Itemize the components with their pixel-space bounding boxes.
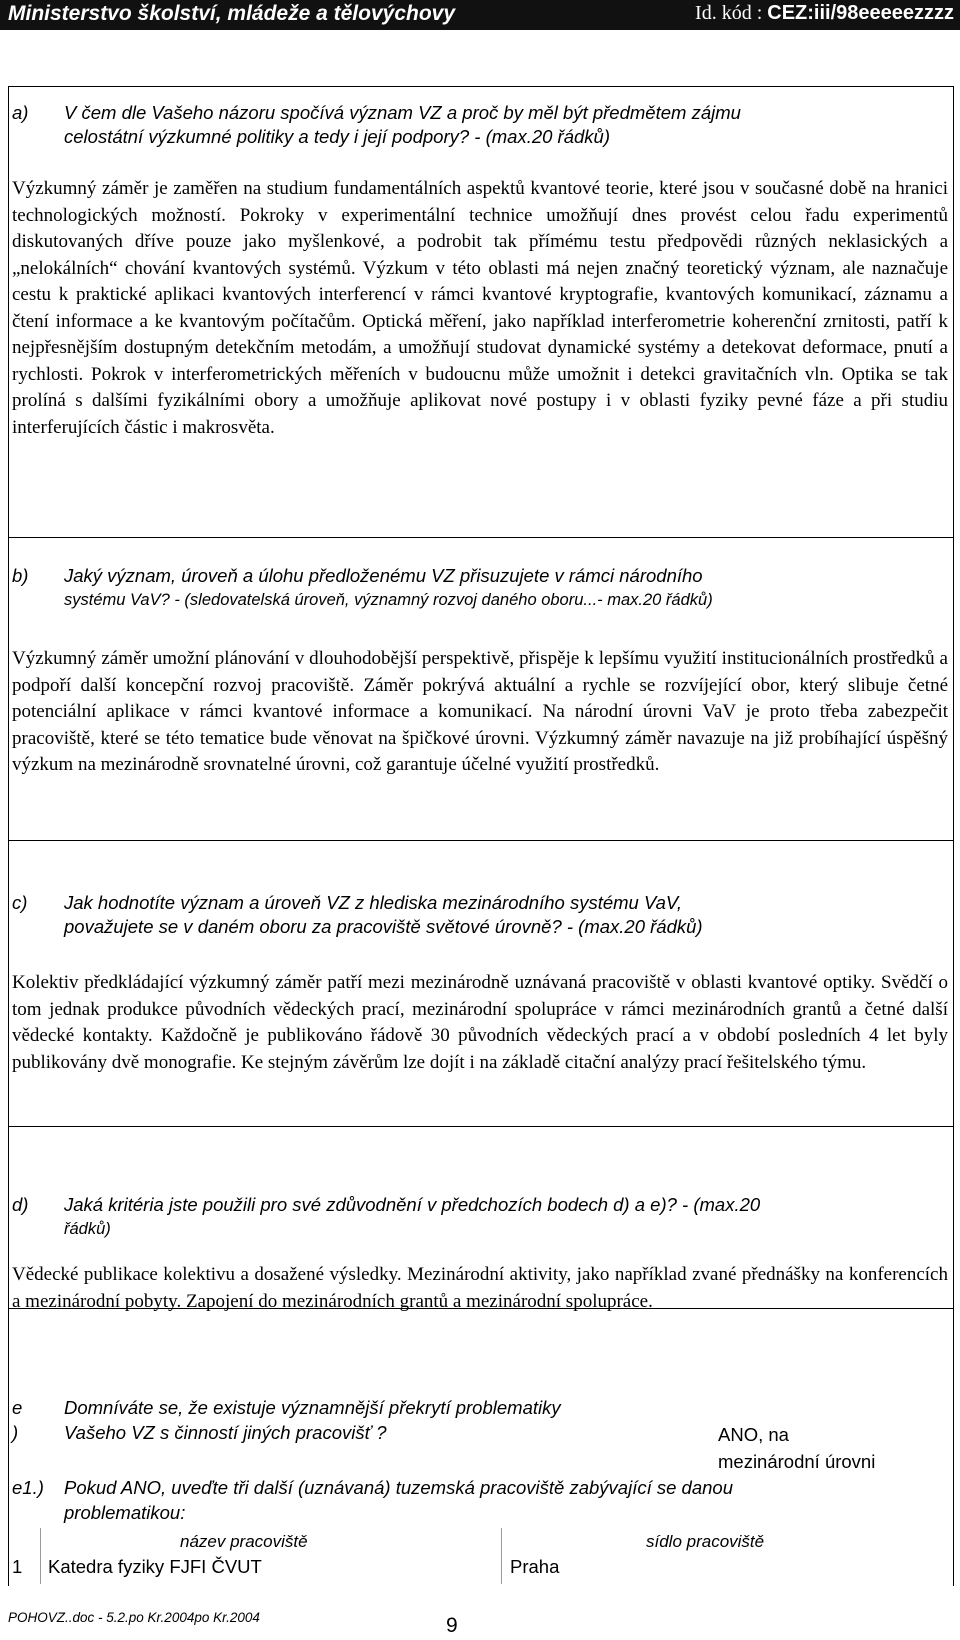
divider-c-d — [8, 1126, 954, 1127]
id-code-label: Id. kód : — [695, 2, 768, 24]
answer-e-2: mezinárodní úrovni — [718, 1451, 876, 1472]
question-e-label-2: ) — [12, 1422, 19, 1443]
ministry-title: Ministerstvo školství, mládeže a tělovýchovy — [8, 2, 456, 25]
question-d — [12, 1193, 937, 1241]
question-e-label-1: e — [12, 1397, 23, 1418]
divider-b-c — [8, 840, 954, 841]
table-row-1-name: Katedra fyziky FJFI ČVUT — [48, 1556, 262, 1577]
divider-top — [8, 86, 954, 87]
divider-a-b — [8, 537, 954, 538]
question-c-label: c) — [12, 892, 28, 913]
question-e1-line2: problematikou: — [64, 1502, 186, 1523]
question-a — [12, 101, 937, 149]
question-b — [12, 564, 937, 612]
question-a-label: a) — [12, 102, 29, 123]
question-c-line1: Jak hodnotíte význam a úroveň VZ z hlediska mezinárodního systému VaV, — [64, 892, 683, 913]
question-b-line2: systému VaV? - (sledovatelská úroveň, významný rozvoj daného oboru...- max.20 řádků) — [64, 591, 713, 609]
table-col-divider-2 — [501, 1528, 502, 1584]
table-row-1-num: 1 — [12, 1556, 23, 1577]
table-row-1-city: Praha — [510, 1556, 560, 1577]
footer-doc-name: POHOVZ..doc - 5.2.po Kr.2004po Kr.2004 — [8, 1610, 260, 1625]
table-header-name: název pracoviště — [180, 1532, 308, 1551]
answer-a: Výzkumný záměr je zaměřen na studium fundamentálních aspektů kvantové teorie, které jsou v současné době na hranici technologických možností. Pokroky v experimentální technice umožňují dnes provést celou řadu experimentů diskutovaných dříve pouze jako myšlenkové, a podrobit tak přímému testu předpovědi různých neklasických a „nelokálních“ chování kvantových systémů. Výzkum v této oblasti má nejen značný teoretický význam, ale naznačuje cestu k praktické aplikaci kvantových interferencí v rámci kvantové kryptografie, kvantových komunikací, záznamu a čtení informace a ke kvantovým počítačům. Optická měření, jako například interferometrie koherenční zrnitosti, patří k nejpřesnějším dostupným detekčním metodám, a umožňují studovat dynamické systémy a detekovat deformace, pnutí a rychlosti. Pokrok v interferometrických měřeních v budoucnu může umožnit i detekci gravitačních vln. Optika se tak prolíná s dalšími fyzikálními obory a umožňuje aplikovat nové postupy i v oblasti fyziky pevné fáze a při studiu interferujících částic i makrosvěta. — [12, 178, 948, 438]
question-b-line1: Jaký význam, úroveň a úlohu předloženému VZ přisuzujete v rámci národního — [64, 565, 703, 586]
answer-d: Vědecké publikace kolektivu a dosažené výsledky. Mezinárodní aktivity, jako například zvané přednášky na konferencích a mezinárodní pobyty. Zapojení do mezinárodních grantů a mezinárodní spolupráce. — [12, 1264, 948, 1312]
table-header-city: sídlo pracoviště — [646, 1532, 765, 1551]
answer-b: Výzkumný záměr umožní plánování v dlouhodobější perspektivě, přispěje k lepšímu využití institucionálních prostředků a podpoří další koncepční rozvoj pracoviště. Záměr pokrývá aktuální a rychle se rozvíjející obor, který slibuje četné potenciální aplikace v rámci kvantové informace a komunikací. Na národní úrovni VaV je proto třeba zabezpečit pracoviště, které se této tematice bude věnovat na špičkové úrovni. Výzkumný záměr navazuje na již probíhající úspěšný výzkum na mezinárodně srovnatelné úrovni, což garantuje účelné využití prostředků. — [12, 648, 948, 775]
question-c — [12, 891, 937, 939]
question-a-line1: V čem dle Vašeho názoru spočívá význam VZ a proč by měl být předmětem zájmu — [64, 102, 741, 123]
answer-c: Kolektiv předkládající výzkumný záměr patří mezi mezinárodně uznávaná pracoviště v oblasti kvantové optiky. Svědčí o tom jednak produkce původních vědeckých prací, mezinárodní spolupráce v rámci mezinárodních grantů a četné další vědecké kontakty. Každočně je publikováno řádově 30 původních vědeckých prací a v období posledních 4 let byly publikovány dvě monografie. Ke stejným závěrům lze dojít i na základě citační analýzy prací řešitelského týmu. — [12, 972, 948, 1073]
question-e-line2: Vašeho VZ s činností jiných pracovišť ? — [64, 1422, 387, 1443]
answer-e-1: ANO, na — [718, 1424, 789, 1445]
question-a-line2: celostátní výzkumné politiky a tedy i její podpory? - (max.20 řádků) — [64, 126, 610, 147]
footer-page-number: 9 — [446, 1614, 458, 1637]
question-e-line1: Domníváte se, že existuje významnější překrytí problematiky — [64, 1397, 561, 1418]
id-code — [695, 2, 954, 25]
question-e1-line1: Pokud ANO, uveďte tři další (uznávaná) tuzemská pracoviště zabývající se danou — [64, 1477, 733, 1498]
question-e1-label: e1.) — [12, 1477, 44, 1498]
question-b-label: b) — [12, 565, 29, 586]
question-d-line1: Jaká kritéria jste použili pro své zdůvodnění v předchozích bodech d) a e)? - (max.20 — [64, 1194, 761, 1215]
table-col-divider-1 — [40, 1528, 41, 1584]
question-d-label: d) — [12, 1194, 29, 1215]
id-code-value: CEZ:iii/98eeeeezzzz — [767, 2, 954, 24]
question-d-line2: řádků) — [64, 1220, 111, 1238]
question-c-line2: považujete se v daném oboru za pracoviště světové úrovně? - (max.20 řádků) — [64, 916, 703, 937]
header-bar — [0, 0, 960, 30]
